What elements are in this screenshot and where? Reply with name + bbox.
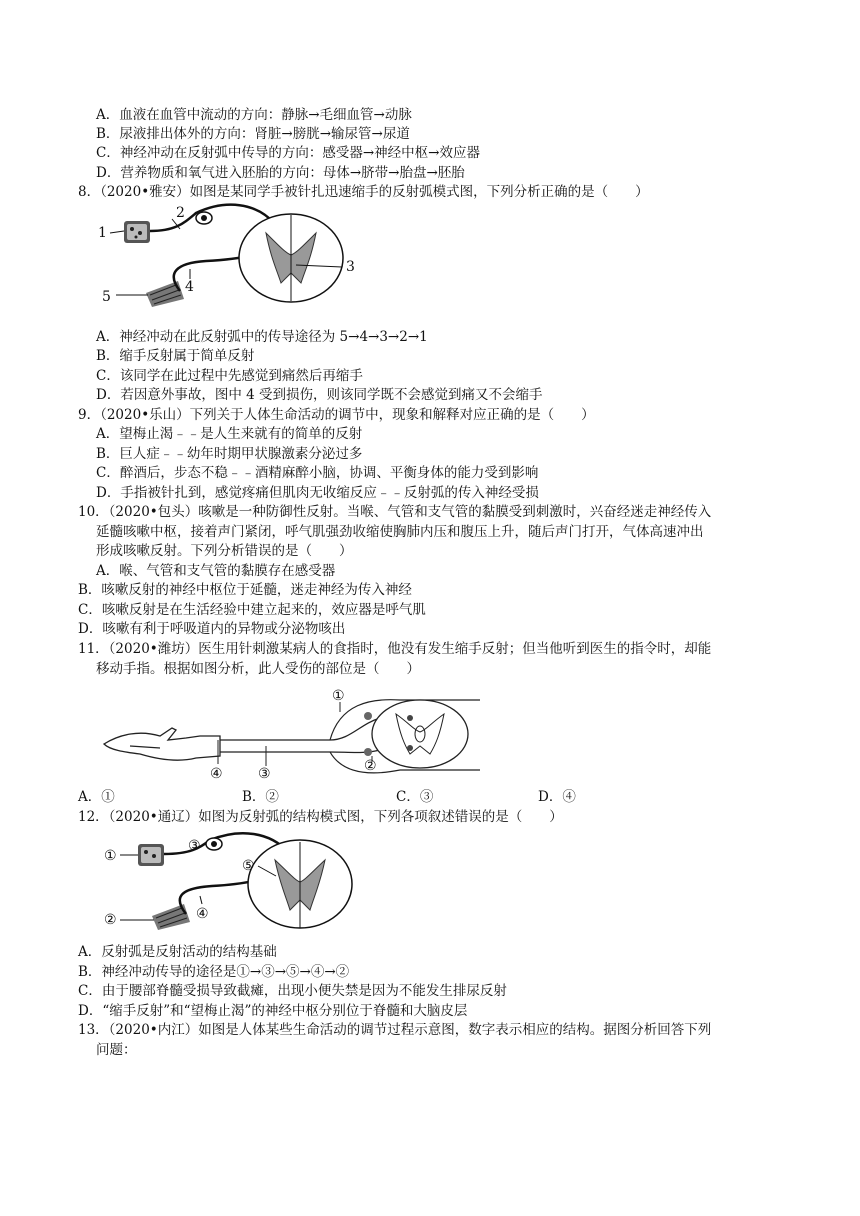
q12-label-1: ①: [104, 848, 117, 864]
skin-receptor: [124, 221, 150, 243]
q10-stem-line1: 10．（2020•包头）咳嗽是一种防御性反射。当喉、气管和支气管的黏膜受到刺激时，兴奋经迷走神经传入: [78, 504, 712, 520]
q7-option-b: B．尿液排出体外的方向：肾脏→膀胱→输尿管→尿道: [96, 126, 410, 142]
spinal-cord: [239, 214, 343, 302]
q11-option-c: C．③: [396, 789, 434, 805]
q11-option-d: D．④: [538, 789, 576, 805]
q10-option-c: C．咳嗽反射是在生活经验中建立起来的，效应器是呼气肌: [78, 602, 426, 618]
q10-option-d: D．咳嗽有利于呼吸道内的异物或分泌物咳出: [78, 621, 346, 637]
q11-label-2: ②: [364, 758, 377, 774]
q12-stem: 12．（2020•通辽）如图为反射弧的结构模式图，下列各项叙述错误的是（ ）: [78, 809, 563, 825]
q9-option-d: D．手指被针扎到，感觉疼痛但肌肉无收缩反应﹣﹣反射弧的传入神经受损: [96, 485, 539, 501]
q8-label-4: 4: [185, 279, 194, 295]
q12-label-2: ②: [104, 912, 117, 928]
q12-option-d: D．“缩手反射”和“望梅止渴”的神经中枢分别位于脊髓和大脑皮层: [78, 1003, 468, 1019]
q9-option-c: C．醉酒后，步态不稳﹣﹣酒精麻醉小脑，协调、平衡身体的能力受到影响: [96, 465, 539, 481]
q12-label-4: ④: [196, 906, 209, 922]
q13-stem-line2: 问题：: [96, 1042, 137, 1058]
muscle-effector: [146, 281, 184, 307]
q8-label-1: 1: [98, 225, 107, 241]
q11-label-3: ③: [258, 766, 271, 782]
q12-label-5: ⑤: [242, 858, 255, 874]
muscle-effector: [152, 904, 190, 930]
skin-receptor: [138, 844, 164, 866]
q12-option-a: A．反射弧是反射活动的结构基础: [78, 944, 277, 960]
q12-reflex-arc-figure: [100, 830, 370, 938]
q7-option-c: C．神经冲动在反射弧中传导的方向：感受器→神经中枢→效应器: [96, 145, 480, 161]
q7-option-a: A．血液在血管中流动的方向：静脉→毛细血管→动脉: [96, 107, 412, 123]
q8-reflex-arc-figure: [96, 203, 386, 308]
q13-stem-line1: 13．（2020•内江）如图是人体某些生命活动的调节过程示意图，数字表示相应的结构。据图分析回答下列: [78, 1022, 712, 1038]
q8-option-d: D．若因意外事故，图中 4 受到损伤，则该同学既不会感觉到痛又不会缩手: [96, 387, 543, 403]
q7-option-d: D．营养物质和氧气进入胚胎的方向：母体→脐带→胎盘→胚胎: [96, 165, 465, 181]
q10-stem-line3: 形成咳嗽反射。下列分析错误的是（ ）: [96, 543, 353, 559]
q8-option-a: A．神经冲动在此反射弧中的传导途径为 5→4→3→2→1: [96, 329, 428, 345]
q8-stem: 8．（2020•雅安）如图是某同学手被针扎迅速缩手的反射弧模式图，下列分析正确的是（ ）: [78, 184, 649, 200]
q11-option-b: B．②: [242, 789, 279, 805]
q11-stem-line2: 移动手指。根据如图分析，此人受伤的部位是（ ）: [96, 661, 420, 677]
q12-option-b: B．神经冲动传导的途径是①→③→⑤→④→②: [78, 964, 350, 980]
q11-label-1: ①: [332, 688, 345, 704]
q8-option-c: C．该同学在此过程中先感觉到痛然后再缩手: [96, 368, 363, 384]
spinal-cord: [248, 840, 352, 928]
q10-stem-line2: 延髓咳嗽中枢，接着声门紧闭，呼气肌强劲收缩使胸肺内压和腹压上升，随后声门打开，气体高速冲出: [96, 524, 704, 540]
q10-option-a: A．喉、气管和支气管的黏膜存在感受器: [96, 563, 336, 579]
q11-stem-line1: 11．（2020•潍坊）医生用针刺激某病人的食指时，他没有发生缩手反射；但当他听到医生的指令时，却能: [78, 641, 712, 657]
q10-option-b: B．咳嗽反射的神经中枢位于延髓，迷走神经为传入神经: [78, 582, 412, 598]
q9-stem: 9．（2020•乐山）下列关于人体生命活动的调节中，现象和解释对应正确的是（ ）: [78, 407, 595, 423]
q8-label-5: 5: [102, 289, 111, 305]
q8-label-3: 3: [346, 259, 355, 275]
q8-option-b: B．缩手反射属于简单反射: [96, 348, 255, 364]
hand-outline: [104, 728, 220, 760]
q12-label-3: ③: [188, 838, 201, 854]
spinal-cord: [364, 700, 468, 768]
q11-label-4: ④: [210, 766, 223, 782]
q11-hand-reflex-figure: [100, 684, 520, 782]
q8-label-2: 2: [176, 205, 185, 221]
q9-option-a: A．望梅止渴﹣﹣是人生来就有的简单的反射: [96, 426, 363, 442]
q11-option-a: A．①: [78, 789, 115, 805]
q9-option-b: B．巨人症﹣﹣幼年时期甲状腺激素分泌过多: [96, 446, 363, 462]
q12-option-c: C．由于腰部脊髓受损导致截瘫，出现小便失禁是因为不能发生排尿反射: [78, 983, 507, 999]
